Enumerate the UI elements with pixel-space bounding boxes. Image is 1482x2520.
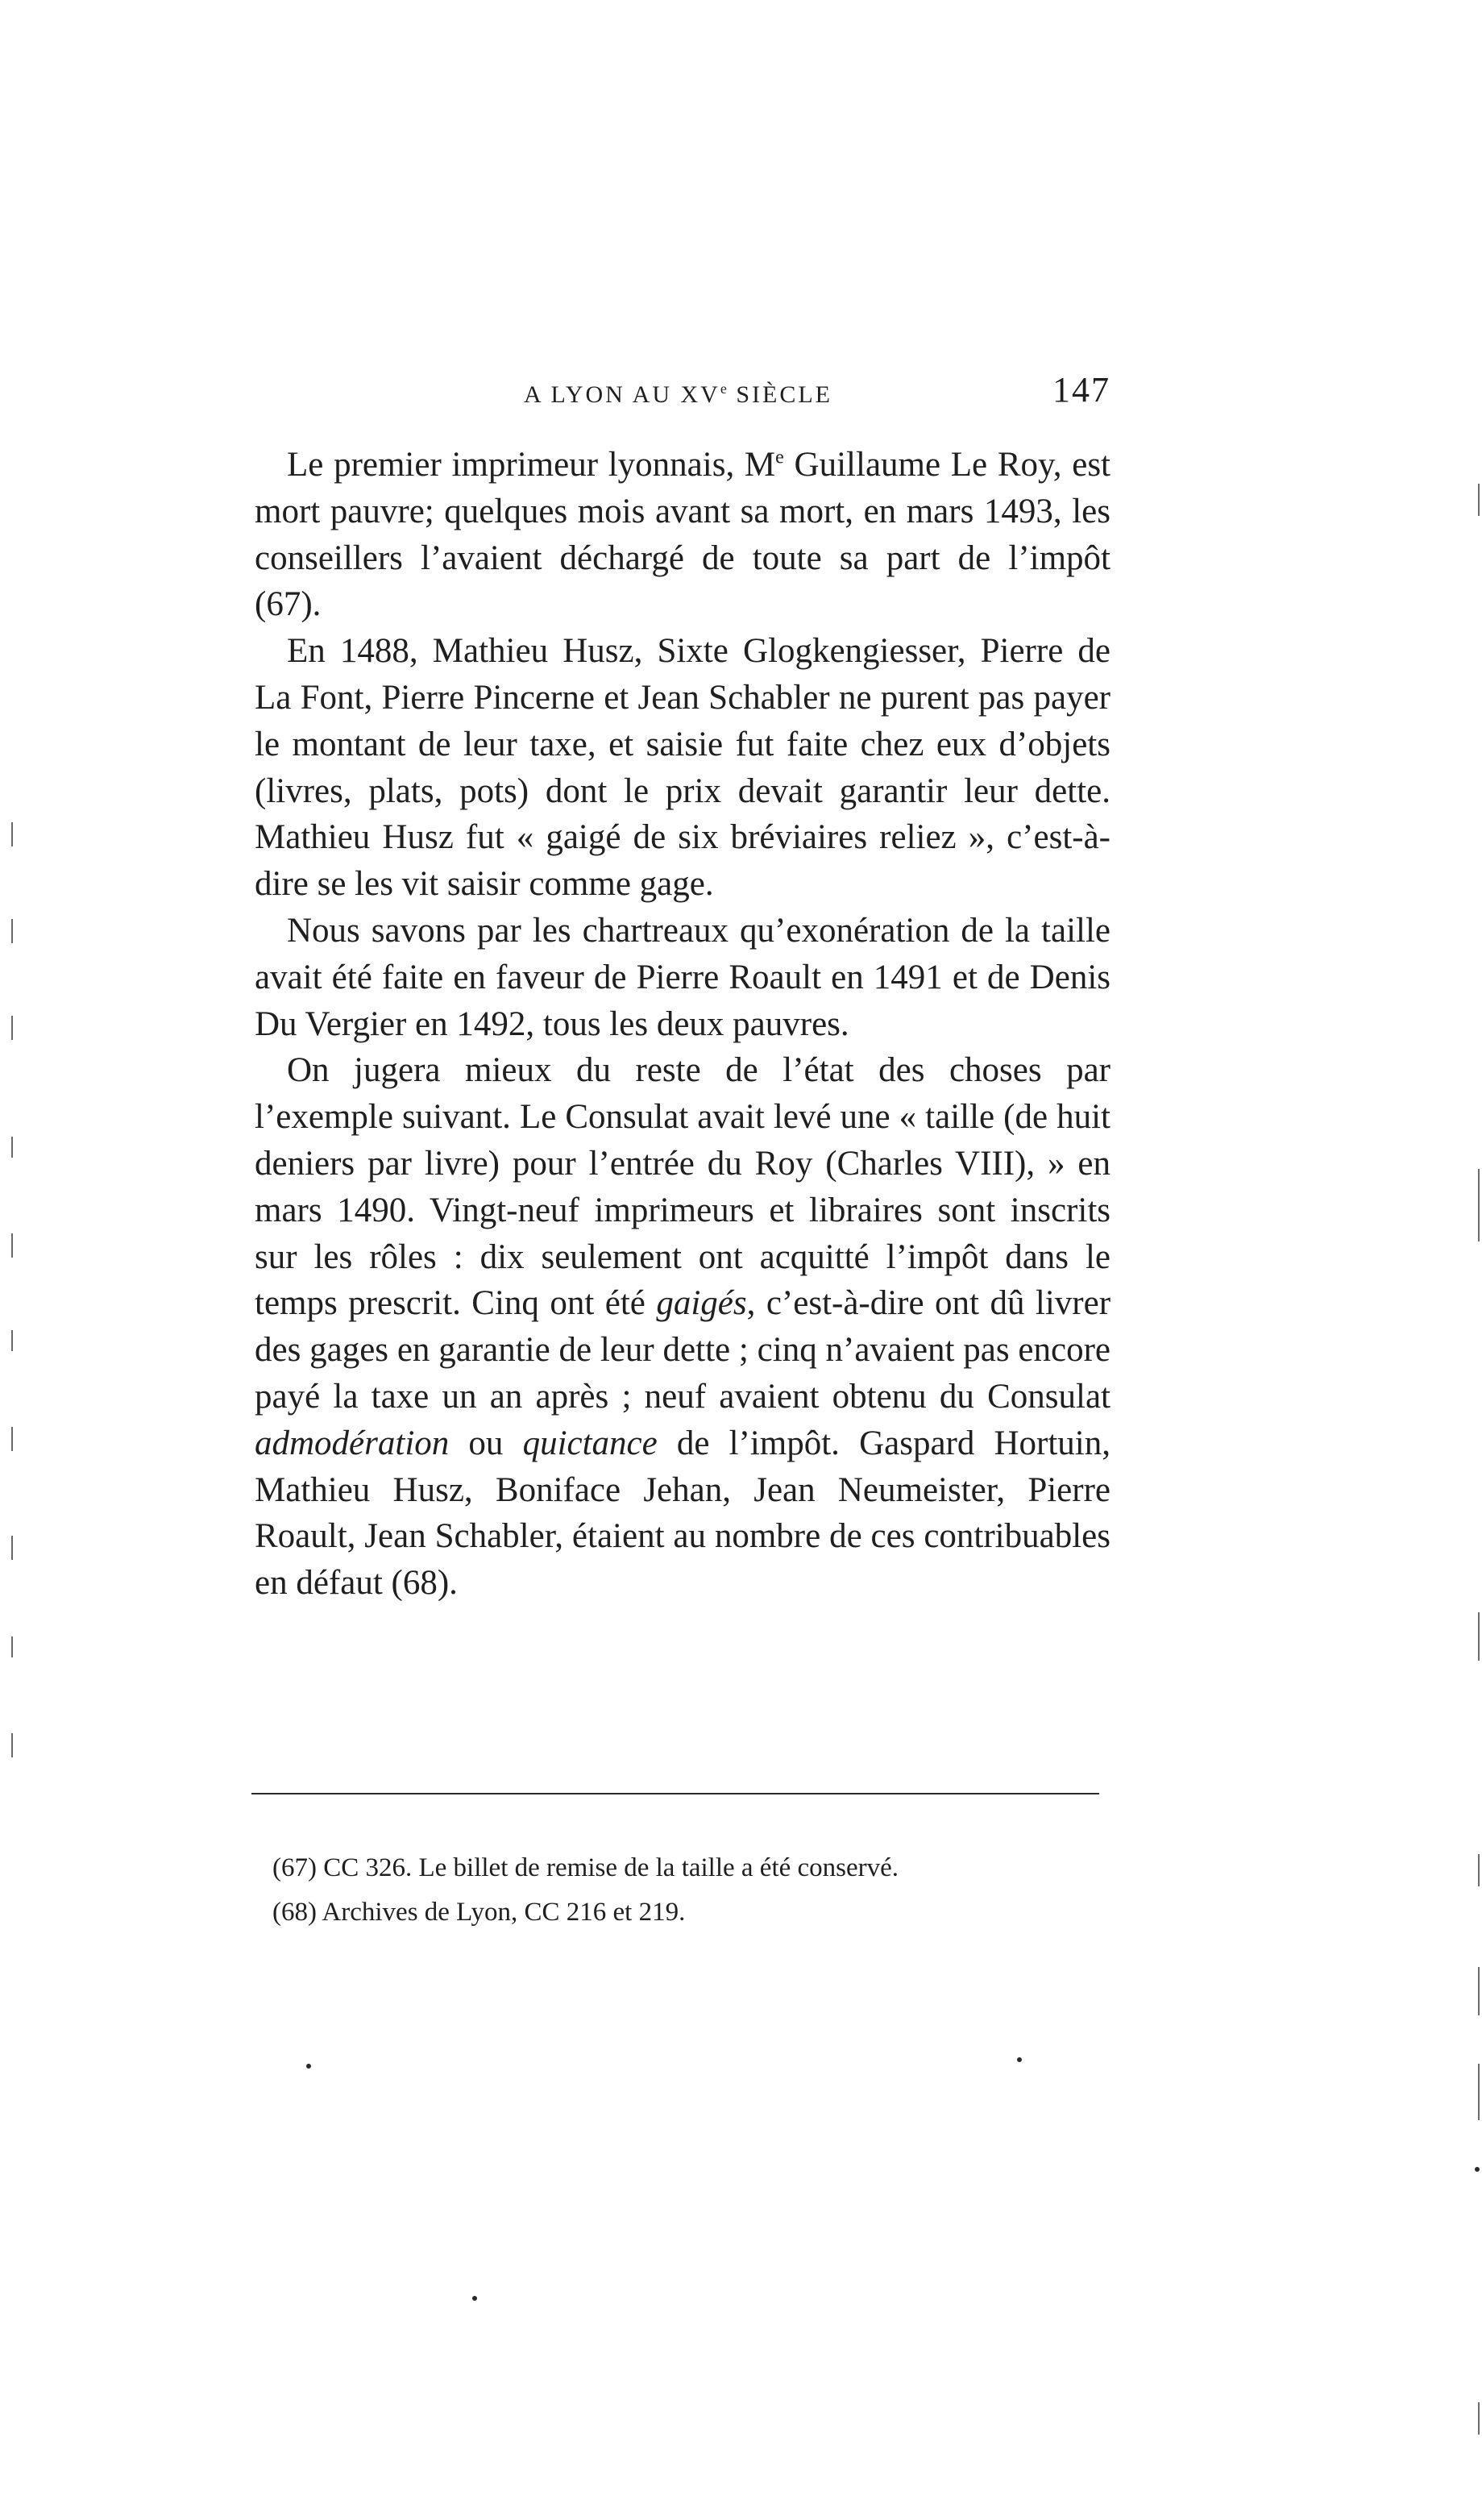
italic-term: quictance bbox=[522, 1424, 658, 1462]
scan-speck bbox=[1475, 2167, 1480, 2172]
paragraph-3: Nous savons par les chartreaux qu’exonération de la taille avait été faite en faveur de Pierre Roault en 1491 et de Denis Du Vergier en 1492, tous les deux pauvres. bbox=[255, 911, 1110, 1043]
footnotes bbox=[272, 1846, 1110, 1935]
paragraph-1: Le premier imprimeur lyonnais, Me Guillaume Le Roy, est mort pauvre; quelques mois avant sa mort, en mars 1493, les conseillers l’avaient déchargé de toute sa part de l’impôt (67). bbox=[255, 446, 1110, 624]
scan-speck bbox=[306, 2064, 311, 2069]
scan-mark bbox=[11, 1733, 13, 1757]
italic-term: gaigés bbox=[656, 1284, 747, 1323]
scan-speck bbox=[1017, 2057, 1022, 2062]
running-head bbox=[255, 364, 1110, 429]
superscript: e bbox=[775, 447, 784, 468]
scan-mark bbox=[11, 1330, 13, 1351]
scan-mark bbox=[1478, 1612, 1480, 1661]
scan-mark bbox=[11, 1137, 13, 1158]
scan-mark bbox=[1478, 1854, 1480, 1886]
italic-term: admodération bbox=[255, 1424, 450, 1462]
scan-mark bbox=[1478, 2402, 1480, 2435]
scan-mark bbox=[11, 1536, 13, 1560]
paragraph-4: On jugera mieux du reste de l’état des choses par l’exemple suivant. Le Consulat avait levé une « taille (de huit deniers par livre) pour l’entrée du Roy (Charles VIII), » en mars 1490. Vingt-neuf imprimeurs et libraires sont inscrits sur les rôles : dix seulement ont acquitté l’impôt dans le temps prescrit. Cinq ont été gaigés, c’est-à-dire ont dû livrer des gages en garantie de leur dette ; cinq n’avaient pas encore payé la taxe un an après ; neuf avaient obtenu du Consulat admodération ou quictance de l’impôt. Gaspard Hortuin, Mathieu Husz, Boniface Jehan, Jean Neumeister, Pierre Roault, Jean Schabler, étaient au nombre de ces contribuables en défaut (68). bbox=[255, 1051, 1111, 1603]
page-number: 147 bbox=[1052, 370, 1110, 410]
scan-mark bbox=[11, 1016, 13, 1040]
scan-mark bbox=[1478, 1967, 1480, 2015]
footnote-67: (67) CC 326. Le billet de remise de la taille a été conservé. bbox=[272, 1853, 899, 1882]
scan-mark bbox=[1478, 2064, 1480, 2120]
scan-mark bbox=[11, 919, 13, 943]
scan-mark bbox=[1478, 484, 1480, 516]
scan-mark bbox=[11, 1427, 13, 1451]
scan-mark bbox=[11, 822, 13, 846]
scan-mark bbox=[11, 1636, 13, 1657]
scan-mark bbox=[11, 1233, 13, 1258]
scan-mark bbox=[1478, 1169, 1480, 1241]
running-title: A LYON AU XVe SIÈCLE bbox=[524, 380, 833, 408]
body-text bbox=[255, 442, 1110, 1607]
scan-speck bbox=[472, 2296, 477, 2301]
footnote-68: (68) Archives de Lyon, CC 216 et 219. bbox=[272, 1898, 686, 1927]
footnote-rule bbox=[251, 1793, 1099, 1794]
superscript: e bbox=[720, 380, 728, 397]
paragraph-2: En 1488, Mathieu Husz, Sixte Glogkengiesser, Pierre de La Font, Pierre Pincerne et Jean Schabler ne purent pas payer le montant de leur taxe, et saisie fut faite chez eux d’objets (livres, plats, pots) dont le prix devait garantir leur dette. Mathieu Husz fut « gaigé de six bréviaires reliez », c’est-à-dire se les vit saisir comme gage. bbox=[255, 632, 1110, 904]
